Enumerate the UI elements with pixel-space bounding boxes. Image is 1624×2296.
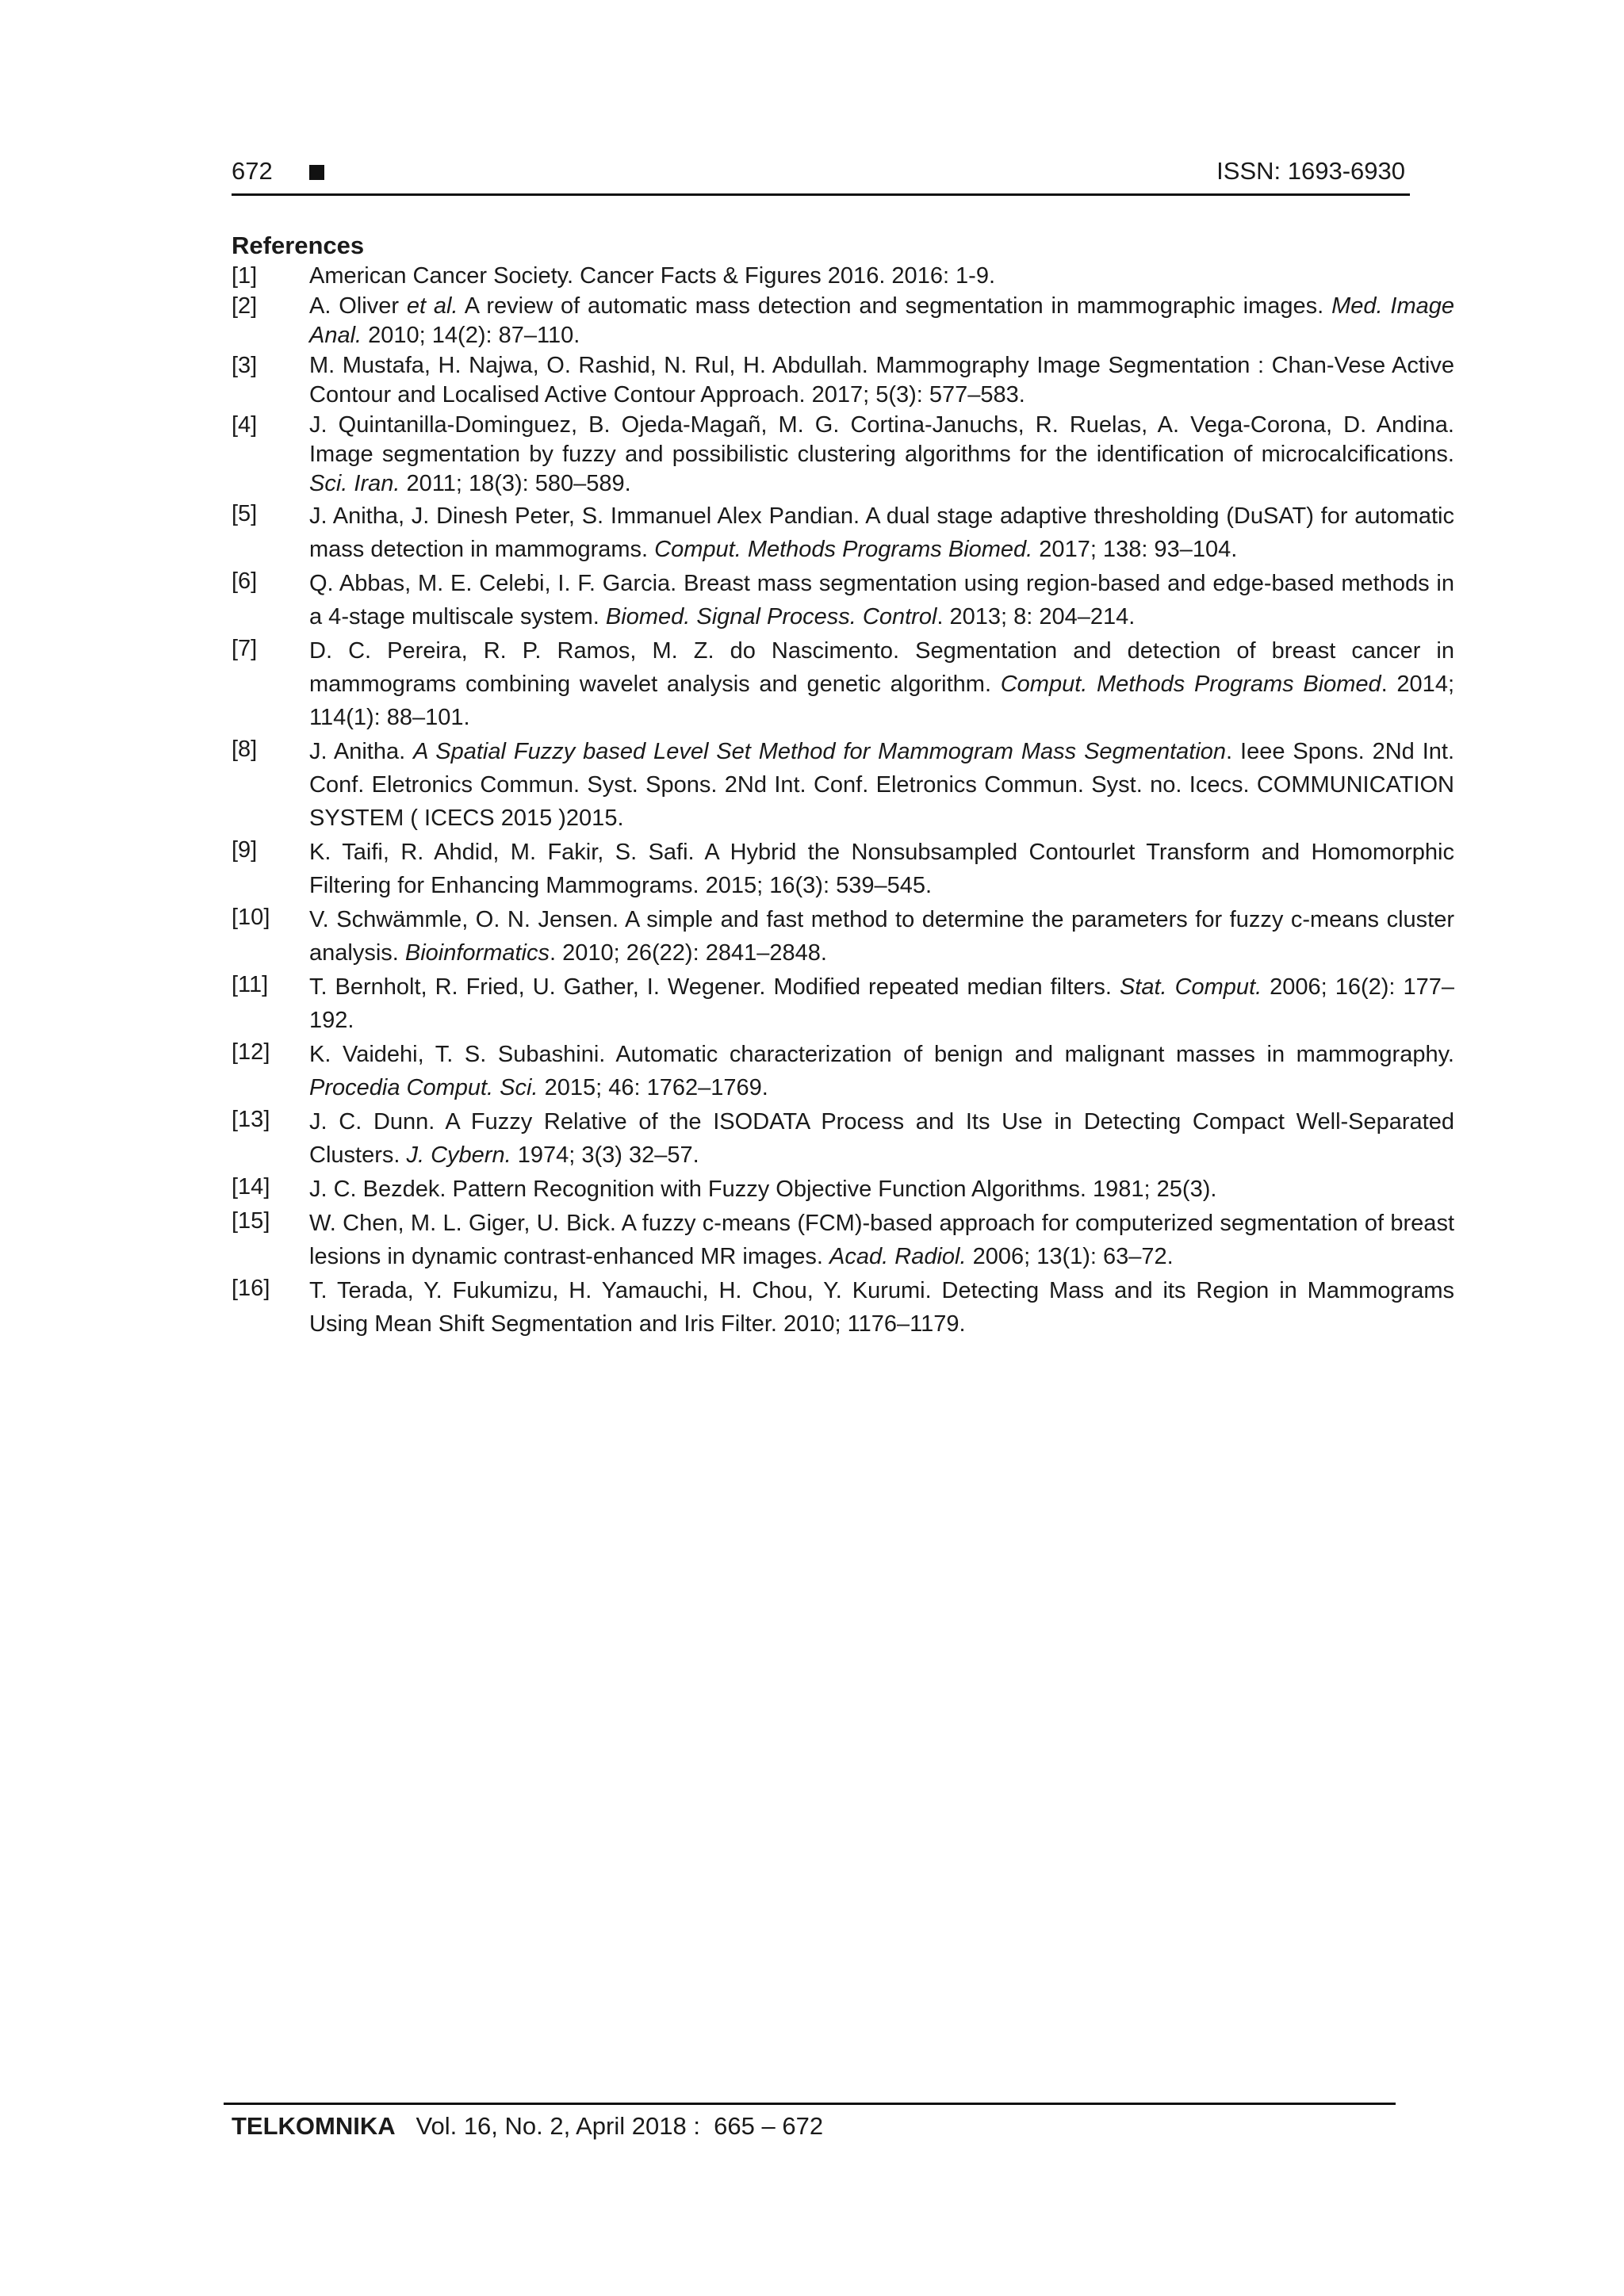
reference-part: A. Oliver <box>309 293 407 319</box>
reference-number: [8] <box>232 737 258 762</box>
reference-number: [15] <box>232 1208 270 1234</box>
reference-text <box>309 1274 1454 1341</box>
reference-italic-part: Bioinformatics <box>404 940 550 966</box>
reference-part: . 2014; 114(1): 88–101. <box>309 672 1454 730</box>
reference-number: [11] <box>232 972 269 997</box>
reference-item <box>232 1274 1457 1341</box>
reference-text <box>309 1105 1454 1172</box>
reference-part: 2015; 46: 1762–1769. <box>538 1075 768 1100</box>
reference-item <box>232 292 1457 350</box>
reference-text <box>309 262 1454 291</box>
reference-italic-part: Acad. Radiol. <box>829 1244 967 1269</box>
page-header <box>232 152 1410 193</box>
reference-part: 2006; 16(2): 177–192. <box>309 974 1454 1033</box>
reference-part: V. Schwämmle, O. N. Jensen. A simple and fast method to determine the parameters for fuzzy c-means cluster analysis. <box>309 907 1454 966</box>
reference-item <box>232 411 1457 499</box>
reference-italic-part: A Spatial Fuzzy based Level Set Method for Mammogram Mass Segmentation <box>413 739 1227 764</box>
reference-part: . 2013; 8: 204–214. <box>936 604 1136 629</box>
reference-item <box>232 1173 1457 1206</box>
header-rule <box>232 193 1410 196</box>
reference-text <box>309 634 1454 734</box>
reference-part: 2017; 138: 93–104. <box>1032 537 1238 562</box>
reference-part: J. Quintanilla-Dominguez, B. Ojeda-Magañ, M. G. Cortina-Januchs, R. Ruelas, A. Vega-Corona, D. Andina. Image segmentation by fuzzy and possibilistic clustering algorithms for the identification of microcalcifications. <box>309 412 1454 467</box>
reference-item <box>232 970 1457 1037</box>
reference-number: [1] <box>232 263 258 289</box>
reference-text <box>309 903 1454 970</box>
footer-rule <box>224 2103 1396 2105</box>
reference-item <box>232 262 1457 291</box>
reference-italic-part: et al. <box>406 293 458 319</box>
reference-number: [16] <box>232 1276 270 1301</box>
reference-text <box>309 499 1454 566</box>
reference-number: [12] <box>232 1039 270 1065</box>
reference-text <box>309 351 1454 410</box>
reference-italic-part: Comput. Methods Programs Biomed. <box>654 537 1033 562</box>
reference-part: 2010; 14(2): 87–110. <box>362 323 580 348</box>
reference-part: A review of automatic mass detection and segmentation in mammographic images. <box>458 293 1332 319</box>
reference-item <box>232 567 1457 633</box>
reference-text <box>309 1207 1454 1273</box>
issue-details: Vol. 16, No. 2, April 2018 : 665 – 672 <box>395 2112 824 2140</box>
reference-text <box>309 836 1454 902</box>
journal-name: TELKOMNIKA <box>232 2112 396 2140</box>
reference-italic-part: Biomed. Signal Process. Control <box>605 604 937 629</box>
reference-italic-part: J. Cybern. <box>406 1142 511 1168</box>
reference-part: W. Chen, M. L. Giger, U. Bick. A fuzzy c-means (FCM)-based approach for computerized segmentation of breast lesions in dynamic contrast-enhanced MR images. <box>309 1211 1454 1269</box>
reference-part: T. Terada, Y. Fukumizu, H. Yamauchi, H. Chou, Y. Kurumi. Detecting Mass and its Region in Mammograms Using Mean Shift Segmentation and Iris Filter. 2010; 1176–1179. <box>309 1278 1454 1337</box>
section-title: References <box>232 232 365 259</box>
reference-part: J. C. Dunn. A Fuzzy Relative of the ISODATA Process and Its Use in Detecting Compact Well-Separated Clusters. <box>309 1109 1454 1168</box>
reference-italic-part: Sci. Iran. <box>309 471 400 496</box>
reference-text <box>309 411 1454 499</box>
reference-italic-part: Stat. Comput. <box>1119 974 1262 1000</box>
reference-part: J. Anitha. <box>309 739 414 764</box>
reference-item <box>232 903 1457 970</box>
reference-part: Q. Abbas, M. E. Celebi, I. F. Garcia. Breast mass segmentation using region-based and edge-based methods in a 4-stage multiscale system. <box>309 571 1454 629</box>
page-number: 672 <box>232 157 273 185</box>
reference-text <box>309 1038 1454 1104</box>
reference-number: [7] <box>232 636 258 661</box>
reference-part: 2011; 18(3): 580–589. <box>400 471 631 496</box>
reference-italic-part: Procedia Comput. Sci. <box>309 1075 538 1100</box>
reference-part: K. Vaidehi, T. S. Subashini. Automatic characterization of benign and malignant masses in mammography. <box>309 1042 1454 1067</box>
reference-part: 2006; 13(1): 63–72. <box>966 1244 1174 1269</box>
reference-italic-part: Comput. Methods Programs Biomed <box>1000 672 1381 697</box>
reference-text <box>309 1173 1454 1206</box>
issn: ISSN: 1693-6930 <box>1216 157 1405 185</box>
black-square-icon <box>309 165 324 180</box>
reference-part: . Ieee Spons. 2Nd Int. Conf. Eletronics Commun. Syst. Spons. 2Nd Int. Conf. Eletronics Commun. Syst. no. Icecs. COMMUNICATION SYSTEM ( ICECS 2015 )2015. <box>309 739 1455 831</box>
reference-number: [14] <box>232 1174 270 1200</box>
reference-part: M. Mustafa, H. Najwa, O. Rashid, N. Rul, H. Abdullah. Mammography Image Segmentation : Chan-Vese Active Contour and Localised Active Contour Approach. 2017; 5(3): 577–583. <box>309 353 1454 408</box>
reference-item <box>232 735 1457 835</box>
reference-item <box>232 836 1457 902</box>
reference-text <box>309 970 1454 1037</box>
reference-part: . 2010; 26(22): 2841–2848. <box>550 940 827 966</box>
page-footer <box>232 2112 823 2141</box>
reference-part: J. Anitha, J. Dinesh Peter, S. Immanuel Alex Pandian. A dual stage adaptive thresholding (DuSAT) for automatic mass detection in mammograms. <box>309 503 1454 562</box>
reference-item <box>232 1105 1457 1172</box>
reference-part: T. Bernholt, R. Fried, U. Gather, I. Wegener. Modified repeated median filters. <box>309 974 1120 1000</box>
reference-number: [6] <box>232 568 258 594</box>
reference-text <box>309 735 1454 835</box>
reference-number: [3] <box>232 353 258 378</box>
reference-number: [10] <box>232 905 270 930</box>
reference-part: J. C. Bezdek. Pattern Recognition with Fuzzy Objective Function Algorithms. 1981; 25(3). <box>309 1177 1217 1202</box>
reference-part: K. Taifi, R. Ahdid, M. Fakir, S. Safi. A Hybrid the Nonsubsampled Contourlet Transform and Homomorphic Filtering for Enhancing Mammograms. 2015; 16(3): 539–545. <box>309 840 1454 898</box>
reference-text <box>309 292 1454 350</box>
reference-number: [2] <box>232 293 258 319</box>
reference-number: [9] <box>232 837 258 863</box>
reference-part: American Cancer Society. Cancer Facts & Figures 2016. 2016: 1-9. <box>309 263 996 289</box>
reference-item <box>232 634 1457 734</box>
reference-number: [5] <box>232 501 258 526</box>
reference-italic-part: Med. Image Anal. <box>309 293 1454 348</box>
reference-number: [4] <box>232 412 258 438</box>
reference-part: D. C. Pereira, R. P. Ramos, M. Z. do Nascimento. Segmentation and detection of breast cancer in mammograms combining wavelet analysis and genetic algorithm. <box>309 638 1454 697</box>
reference-number: [13] <box>232 1107 270 1132</box>
reference-list <box>232 262 1457 1341</box>
reference-item <box>232 351 1457 410</box>
reference-item <box>232 499 1457 566</box>
reference-item <box>232 1207 1457 1273</box>
reference-text <box>309 567 1454 633</box>
reference-part: 1974; 3(3) 32–57. <box>511 1142 699 1168</box>
reference-item <box>232 1038 1457 1104</box>
